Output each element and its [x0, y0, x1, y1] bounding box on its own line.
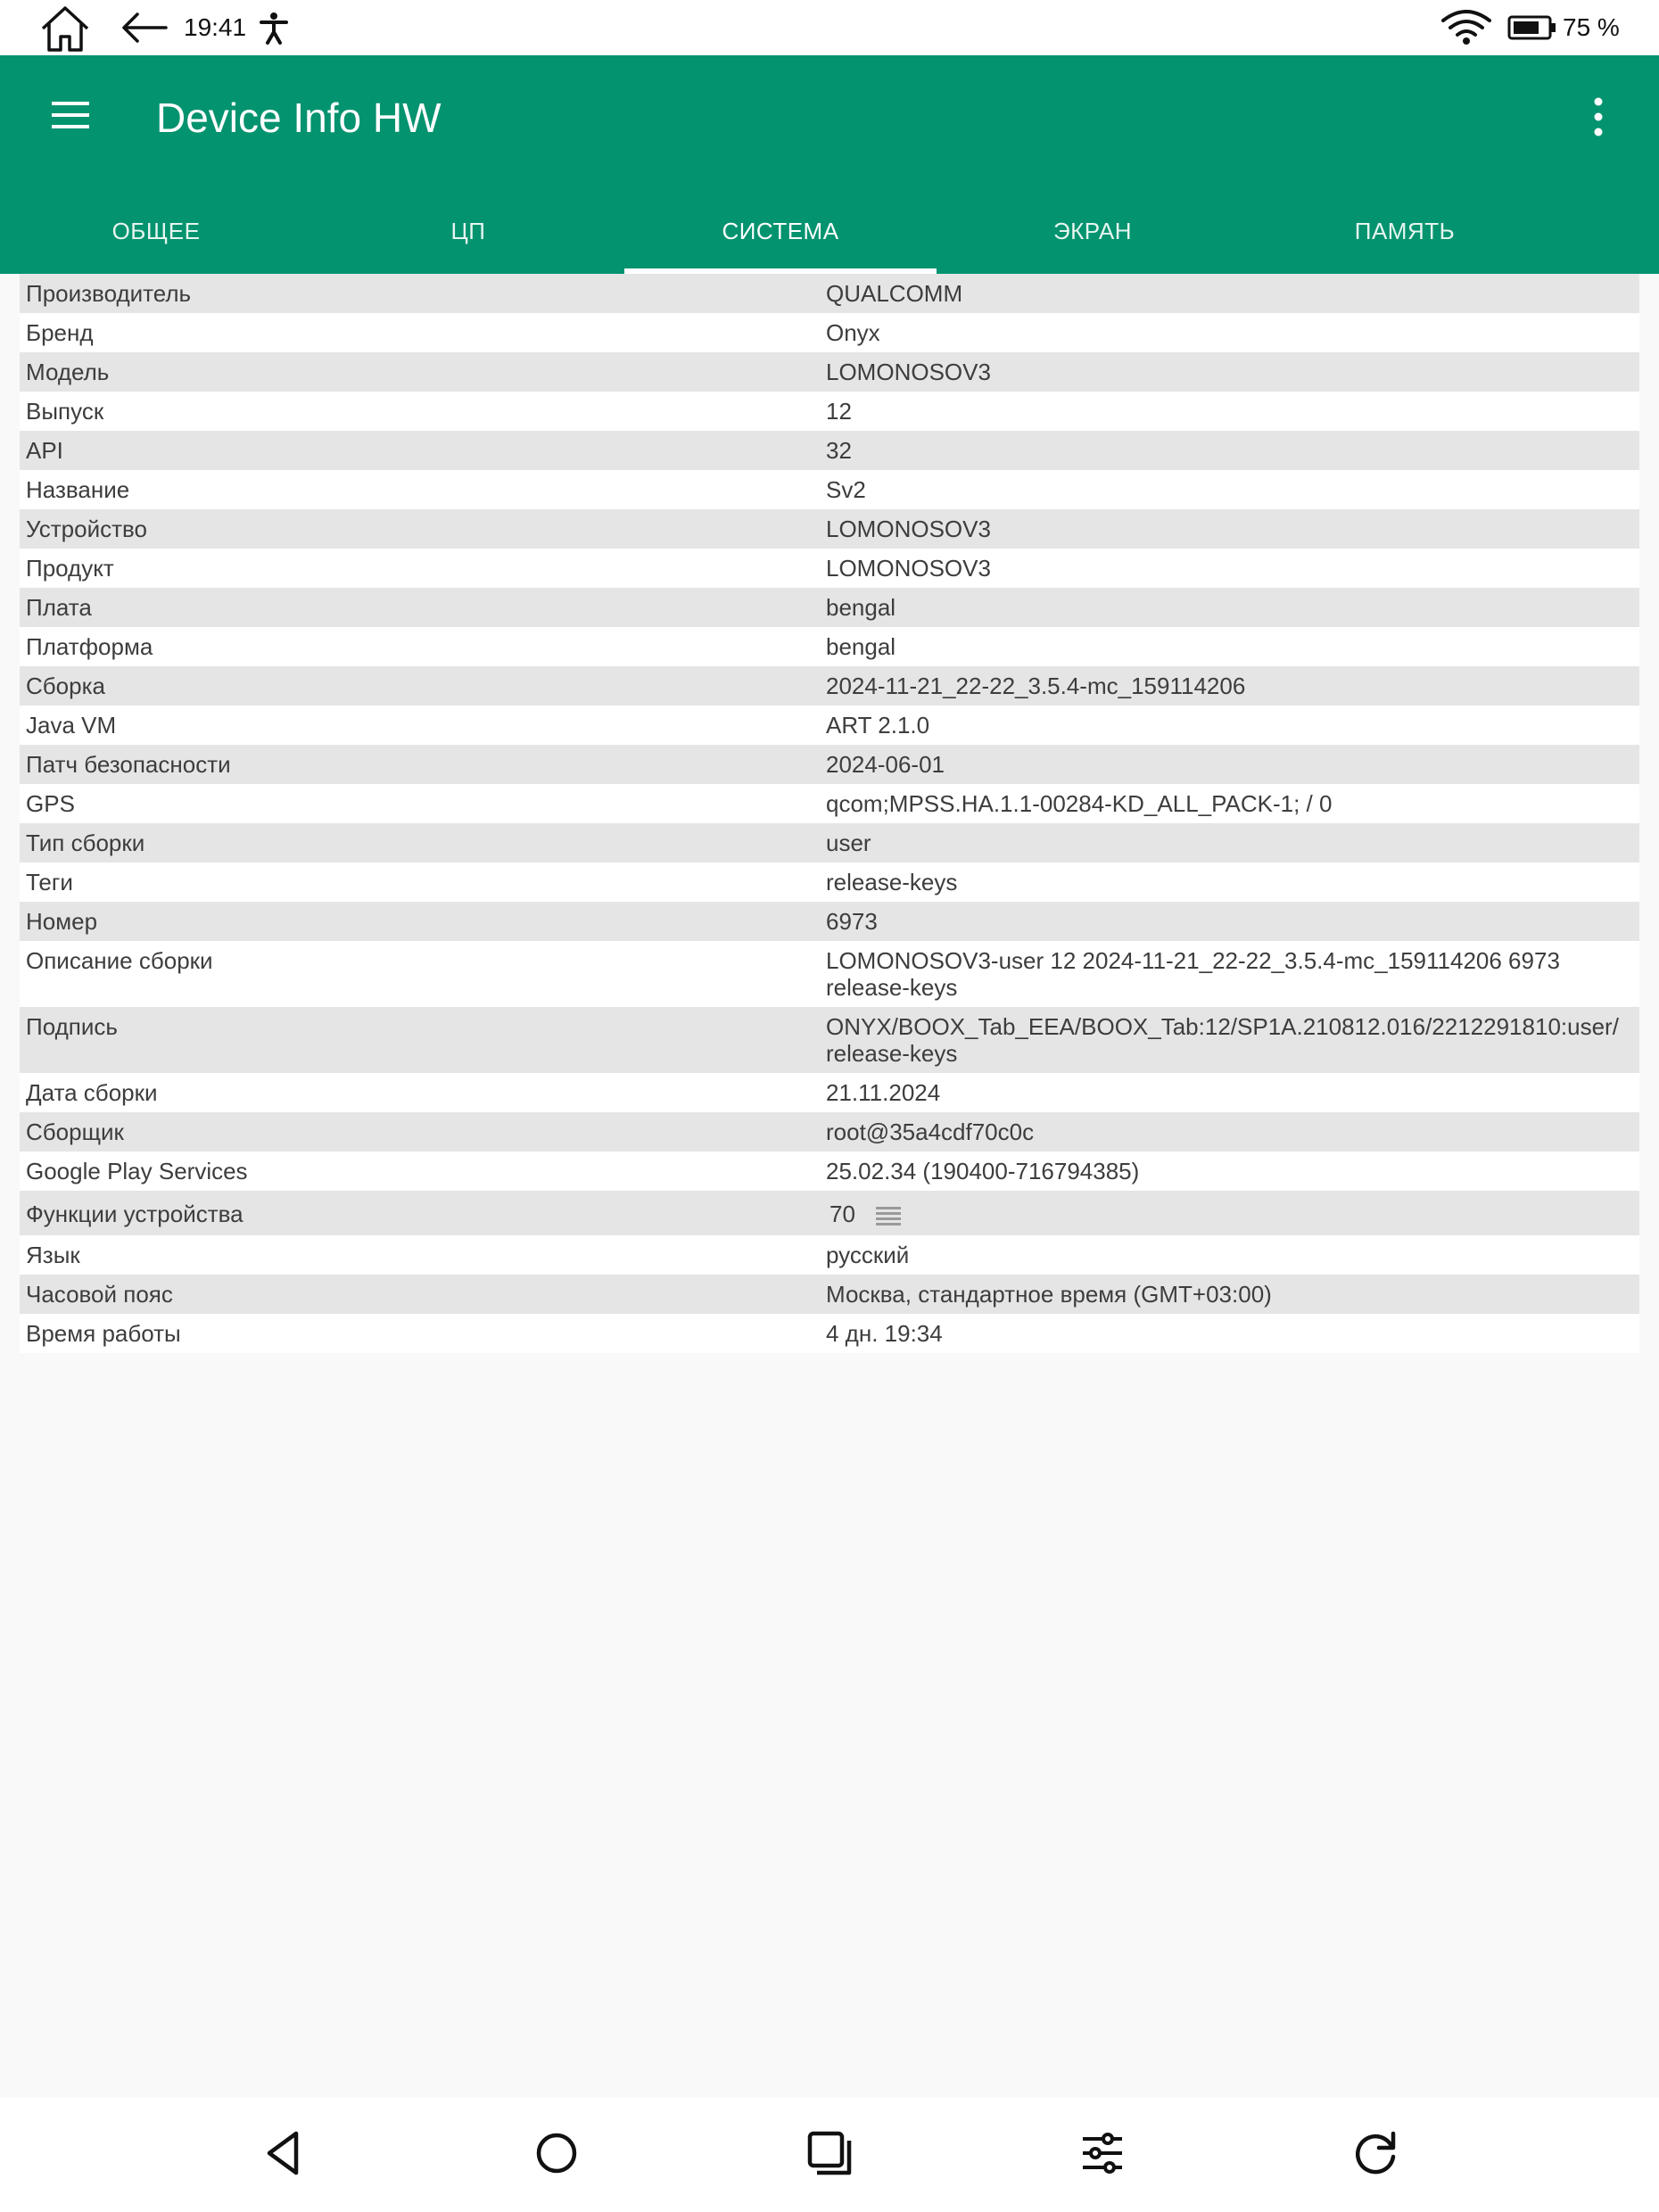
hamburger-menu-icon[interactable]	[50, 98, 91, 132]
row-value: QUALCOMM	[826, 280, 963, 307]
row-key: Устройство	[26, 516, 148, 542]
table-row[interactable]	[20, 1275, 1639, 1314]
row-key: Теги	[26, 869, 73, 896]
row-key: Модель	[26, 359, 110, 385]
table-row[interactable]	[20, 745, 1639, 784]
table-row[interactable]	[20, 1151, 1639, 1191]
row-key: Тип сборки	[26, 830, 145, 856]
row-key: Дата сборки	[26, 1079, 158, 1106]
row-key: GPS	[26, 790, 75, 817]
table-row[interactable]	[20, 1235, 1639, 1275]
row-key: Номер	[26, 908, 98, 935]
row-value: LOMONOSOV3	[826, 516, 991, 542]
row-value: ONYX/BOOX_Tab_EEA/BOOX_Tab:12/SP1A.210812.016/2212291810:user/release-keys	[826, 1013, 1619, 1067]
row-value: 25.02.34 (190400-716794385)	[826, 1158, 1140, 1184]
table-row[interactable]	[20, 313, 1639, 352]
row-value: root@35a4cdf70c0c	[826, 1118, 1035, 1145]
row-value: 6973	[826, 908, 878, 935]
refresh-icon[interactable]	[1347, 2125, 1404, 2182]
row-value: русский	[826, 1242, 910, 1269]
row-key: Патч безопасности	[26, 751, 231, 778]
row-key: Плата	[26, 594, 92, 621]
row-key: Сборка	[26, 673, 105, 699]
row-value: 21.11.2024	[826, 1079, 941, 1106]
row-value: LOMONOSOV3-user 12 2024-11-21_22-22_3.5.4-mc_159114206 6973 release-keys	[826, 947, 1560, 1001]
back-arrow-icon[interactable]	[118, 9, 169, 46]
table-row[interactable]	[20, 863, 1639, 902]
row-key: Java VM	[26, 712, 117, 739]
app-title: Device Info HW	[156, 95, 442, 141]
system-info-table	[20, 274, 1639, 1353]
wifi-icon	[1440, 10, 1493, 45]
table-row[interactable]	[20, 431, 1639, 470]
table-row[interactable]	[20, 706, 1639, 745]
row-value: 12	[826, 398, 852, 425]
table-row[interactable]	[20, 1314, 1639, 1353]
row-key: Сборщик	[26, 1118, 124, 1145]
table-row[interactable]	[20, 1191, 1639, 1235]
row-value: bengal	[826, 594, 896, 621]
row-key: API	[26, 437, 63, 464]
row-value: release-keys	[826, 869, 958, 896]
accessibility-icon[interactable]	[259, 11, 289, 45]
row-key: Платформа	[26, 633, 153, 660]
nav-back-icon[interactable]	[255, 2125, 312, 2182]
battery-percent: 75 %	[1563, 13, 1620, 41]
row-value: ART 2.1.0	[826, 712, 930, 739]
table-row[interactable]	[20, 392, 1639, 431]
tab-bar	[0, 198, 1659, 274]
row-value: 32	[826, 437, 852, 464]
list-icon[interactable]	[874, 1204, 903, 1227]
table-row[interactable]	[20, 470, 1639, 509]
table-row[interactable]	[20, 1073, 1639, 1112]
battery-icon	[1507, 14, 1557, 41]
row-key: Google Play Services	[26, 1158, 248, 1184]
table-row[interactable]	[20, 902, 1639, 941]
row-value: 2024-11-21_22-22_3.5.4-mc_159114206	[826, 673, 1246, 699]
table-row[interactable]	[20, 1112, 1639, 1151]
table-row[interactable]	[20, 823, 1639, 863]
row-value: Sv2	[826, 476, 866, 503]
row-value: user	[826, 830, 871, 856]
table-row[interactable]	[20, 1007, 1639, 1073]
tab-general[interactable]: ОБЩЕЕ	[111, 218, 201, 244]
row-key: Подпись	[26, 1013, 118, 1040]
row-key: Язык	[26, 1242, 80, 1269]
table-row[interactable]	[20, 274, 1639, 313]
home-icon[interactable]	[37, 4, 93, 54]
row-key: Бренд	[26, 319, 94, 346]
row-key: Название	[26, 476, 130, 503]
row-key: Часовой пояс	[26, 1281, 173, 1308]
row-value: Москва, стандартное время (GMT+03:00)	[826, 1281, 1272, 1308]
row-value: 4 дн. 19:34	[826, 1320, 943, 1348]
row-value: qcom;MPSS.HA.1.1-00284-KD_ALL_PACK-1; / 0	[826, 790, 1333, 817]
settings-sliders-icon[interactable]	[1074, 2125, 1131, 2182]
row-key: Производитель	[26, 280, 192, 307]
tab-system[interactable]: СИСТЕМА	[624, 198, 937, 274]
row-value: LOMONOSOV3	[826, 555, 991, 582]
status-bar	[0, 0, 1659, 55]
more-options-icon[interactable]	[1588, 95, 1609, 139]
row-key: Описание сборки	[26, 947, 213, 974]
row-value: bengal	[826, 633, 896, 660]
row-value: LOMONOSOV3	[826, 359, 991, 385]
tab-display[interactable]: ЭКРАН	[1052, 218, 1133, 244]
table-row[interactable]	[20, 549, 1639, 588]
nav-recents-icon[interactable]	[801, 2125, 858, 2182]
nav-home-icon[interactable]	[528, 2125, 585, 2182]
table-row[interactable]	[20, 627, 1639, 666]
clock: 19:41	[184, 13, 247, 41]
table-row[interactable]	[20, 666, 1639, 706]
table-row[interactable]	[20, 509, 1639, 549]
table-row[interactable]	[20, 784, 1639, 823]
app-bar	[0, 55, 1659, 274]
row-key: Функции устройства	[26, 1201, 243, 1227]
row-key: Время работы	[26, 1320, 181, 1348]
tab-cpu[interactable]: ЦП	[450, 218, 486, 244]
navigation-bar	[0, 2098, 1659, 2212]
row-value	[826, 1201, 1639, 1227]
tab-memory[interactable]: ПАМЯТЬ	[1354, 218, 1456, 244]
row-value: 2024-06-01	[826, 751, 945, 778]
row-value: Onyx	[826, 319, 880, 346]
table-row[interactable]	[20, 352, 1639, 392]
device-features-count: 70	[830, 1201, 855, 1227]
table-row[interactable]	[20, 588, 1639, 627]
table-row[interactable]	[20, 941, 1639, 1007]
row-key: Выпуск	[26, 398, 104, 425]
row-key: Продукт	[26, 555, 114, 582]
